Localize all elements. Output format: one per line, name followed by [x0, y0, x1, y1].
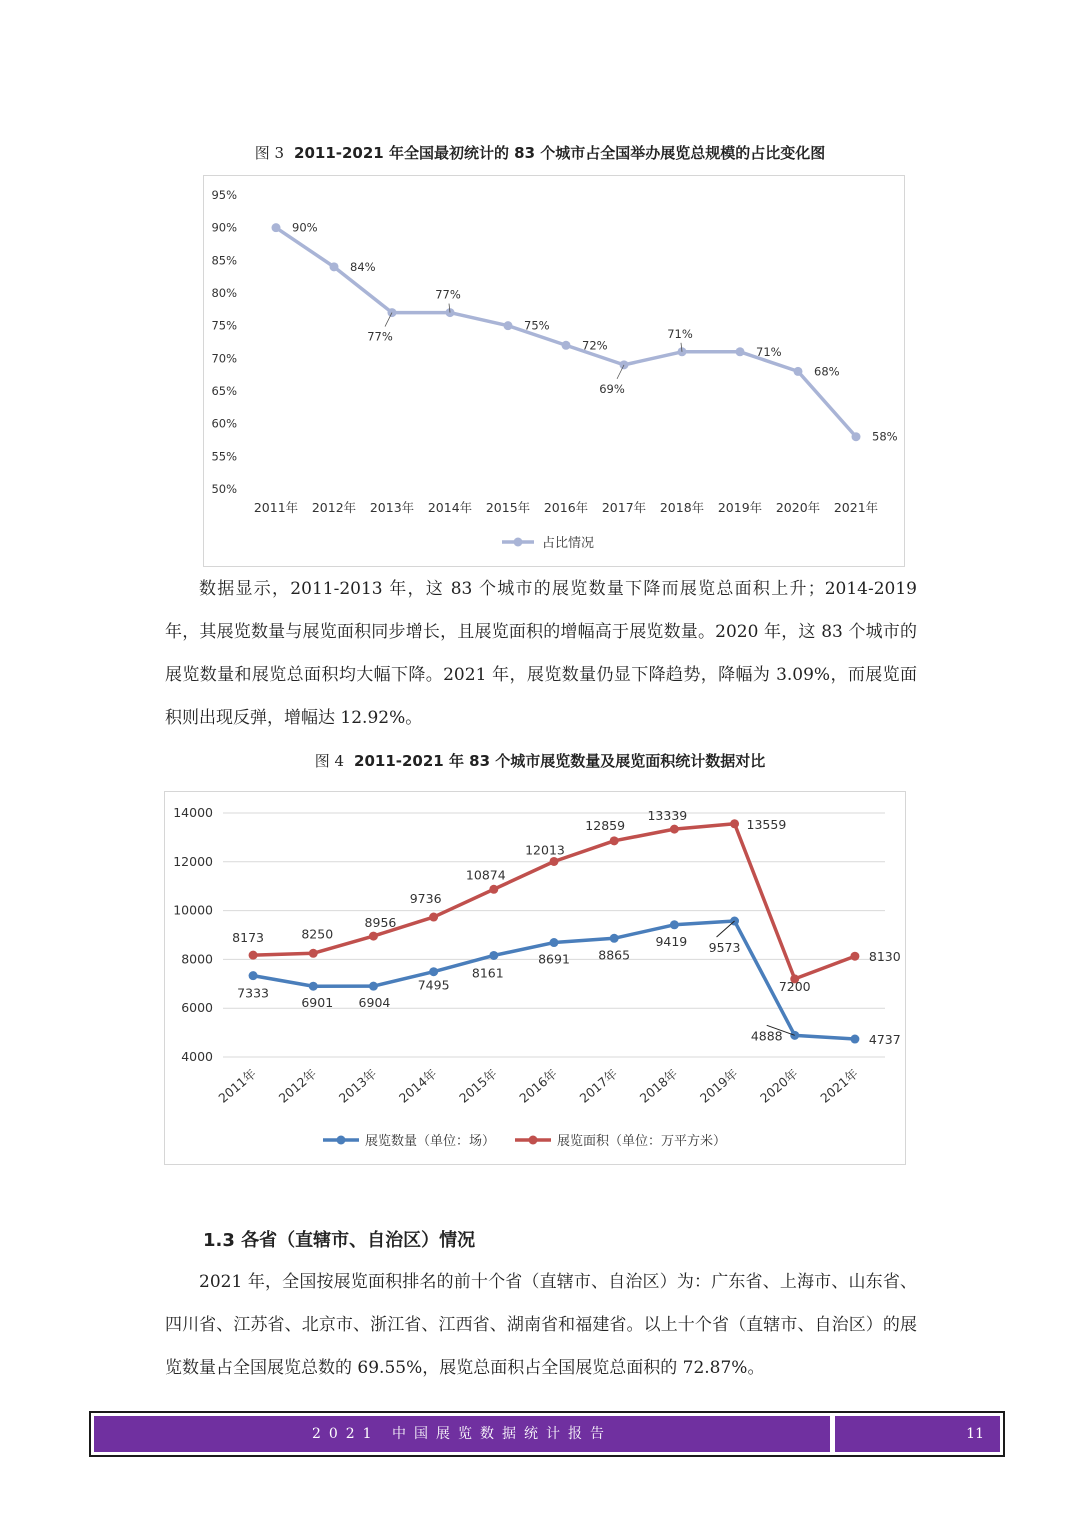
- data-label-count: 6904: [358, 995, 391, 1011]
- figure4-svg: [165, 792, 905, 1164]
- data-label-count: 7495: [417, 977, 450, 993]
- data-point-count: [429, 967, 438, 976]
- data-label: 90%: [292, 220, 318, 235]
- data-label: 69%: [599, 381, 625, 396]
- page-number: 11: [835, 1416, 1000, 1452]
- data-point: [504, 321, 513, 330]
- x-tick-label: 2011年: [215, 1065, 260, 1106]
- data-label-count: 8865: [598, 947, 631, 963]
- data-label: 77%: [367, 329, 393, 344]
- x-tick-label: 2012年: [275, 1065, 320, 1106]
- y-tick-label: 12000: [173, 853, 213, 869]
- legend-marker: [529, 1136, 538, 1145]
- data-point-count: [369, 982, 378, 991]
- x-tick-label: 2013年: [335, 1065, 380, 1106]
- legend-label: 占比情况: [542, 536, 595, 551]
- y-tick-label: 50%: [211, 482, 237, 496]
- data-label: 68%: [814, 364, 840, 379]
- data-label-count: 4737: [868, 1032, 901, 1048]
- y-tick-label: 10000: [173, 902, 213, 918]
- data-point: [562, 341, 571, 350]
- data-point-area: [550, 857, 559, 866]
- data-point-area: [249, 951, 258, 960]
- data-label-count: 4888: [750, 1028, 783, 1044]
- data-label-area: 10874: [465, 867, 506, 883]
- x-tick-label: 2019年: [717, 500, 763, 515]
- data-label-count: 7333: [237, 985, 269, 1001]
- x-tick-label: 2014年: [427, 500, 473, 515]
- data-point: [736, 347, 745, 356]
- data-label: 75%: [524, 318, 550, 333]
- y-tick-label: 90%: [211, 220, 237, 235]
- data-point-area: [850, 952, 859, 961]
- data-label-area: 7200: [778, 978, 811, 994]
- y-tick-label: 14000: [173, 805, 213, 820]
- data-point-area: [610, 836, 619, 845]
- y-tick-label: 75%: [211, 318, 237, 333]
- data-point-area: [670, 825, 679, 834]
- x-tick-label: 2018年: [636, 1065, 681, 1106]
- data-point-count: [249, 971, 258, 980]
- y-tick-label: 6000: [181, 1000, 213, 1016]
- y-tick-label: 95%: [211, 188, 237, 202]
- data-point-count: [309, 982, 318, 991]
- data-label-count: 6901: [301, 995, 334, 1011]
- data-point: [794, 367, 803, 376]
- section-paragraph: 2021 年，全国按展览面积排名的前十个省（直辖市、自治区）为：广东省、上海市、山东省、四川省、江苏省、北京市、浙江省、江西省、湖南省和福建省。以上十个省（直辖市、自治区）的展览数量占全国展览总数的 69.55%，展览总面积占全国展览总面积的 72.87%。: [165, 1272, 917, 1378]
- data-label: 71%: [756, 344, 782, 359]
- data-label-count: 8161: [471, 965, 504, 981]
- y-tick-label: 8000: [181, 951, 213, 967]
- data-point: [852, 432, 861, 441]
- data-label-area: 8250: [301, 926, 334, 942]
- x-tick-label: 2013年: [369, 500, 415, 515]
- x-tick-label: 2016年: [543, 500, 589, 515]
- data-label-area: 9736: [409, 891, 442, 907]
- x-tick-label: 2019年: [696, 1065, 741, 1106]
- data-point-count: [489, 951, 498, 960]
- figure3-svg: [204, 176, 904, 566]
- data-point-area: [309, 949, 318, 958]
- data-point-area: [730, 819, 739, 828]
- legend-label: 展览数量（单位：场）: [365, 1134, 496, 1149]
- x-tick-label: 2020年: [775, 500, 821, 515]
- data-label-count: 9573: [708, 940, 741, 956]
- x-tick-label: 2014年: [395, 1065, 440, 1106]
- y-tick-label: 60%: [211, 416, 237, 431]
- footer-title: 2021 中国展览数据统计报告: [94, 1416, 830, 1452]
- data-label: 84%: [350, 259, 376, 274]
- x-tick-label: 2017年: [601, 500, 647, 515]
- x-tick-label: 2012年: [311, 500, 357, 515]
- y-tick-label: 65%: [211, 384, 237, 398]
- data-label-area: 12859: [585, 817, 626, 833]
- x-tick-label: 2015年: [485, 500, 531, 515]
- section-heading: 1.3 各省（直辖市、自治区）情况: [203, 1230, 476, 1251]
- data-label-area: 13339: [647, 808, 688, 824]
- figure3-chart: [203, 175, 905, 567]
- body-paragraph-1: 数据显示，2011-2013 年，这 83 个城市的展览数量下降而展览总面积上升；2014-2019 年，其展览数量与展览面积同步增长，且展览面积的增幅高于展览数量。2020 年，这 83 个城市的展览数量和展览总面积均大幅下降。2021 年，展览数量仍显下降趋势，降幅为 3.09%，而展览面积则出现反弹，增幅达 12.92%。: [165, 579, 917, 728]
- legend-marker: [514, 538, 523, 547]
- data-point-area: [489, 885, 498, 894]
- y-tick-label: 70%: [211, 351, 237, 366]
- data-label-area: 13559: [746, 816, 787, 832]
- data-point-count: [610, 934, 619, 943]
- x-tick-label: 2011年: [253, 500, 299, 515]
- legend-label: 展览面积（单位：万平方米）: [557, 1134, 727, 1149]
- data-label: 58%: [872, 429, 898, 444]
- data-label-area: 8130: [868, 949, 901, 965]
- figure3-title: 2011-2021 年全国最初统计的 83 个城市占全国举办展览总规模的占比变化图: [294, 144, 826, 162]
- data-point-count: [670, 920, 679, 929]
- data-point-count: [850, 1035, 859, 1044]
- data-label-area: 8173: [232, 930, 264, 946]
- x-tick-label: 2018年: [659, 500, 705, 515]
- data-label: 71%: [667, 326, 693, 341]
- y-tick-label: 4000: [181, 1049, 213, 1064]
- data-point: [330, 262, 339, 271]
- x-tick-label: 2016年: [516, 1065, 560, 1106]
- data-label-count: 8691: [538, 951, 570, 967]
- data-label-area: 8956: [364, 915, 397, 931]
- figure3-caption: [0, 142, 1080, 163]
- data-label: 77%: [435, 287, 461, 302]
- y-tick-label: 80%: [211, 286, 237, 300]
- figure4-chart: [164, 791, 906, 1165]
- figure4-caption: [0, 750, 1080, 771]
- x-tick-label: 2021年: [817, 1065, 861, 1106]
- x-tick-label: 2020年: [757, 1065, 801, 1106]
- data-point-count: [550, 938, 559, 947]
- data-point: [272, 223, 281, 232]
- data-label-area: 12013: [525, 842, 565, 858]
- figure4-number: 图 4: [314, 752, 345, 770]
- data-point-area: [429, 913, 438, 922]
- data-label: 72%: [582, 338, 608, 353]
- x-tick-label: 2021年: [833, 500, 879, 515]
- x-tick-label: 2015年: [456, 1065, 500, 1106]
- data-label-count: 9419: [655, 933, 688, 949]
- y-tick-label: 55%: [211, 449, 237, 464]
- y-tick-label: 85%: [211, 253, 237, 268]
- figure3-number: 图 3: [254, 144, 285, 162]
- figure4-title: 2011-2021 年 83 个城市展览数量及展览面积统计数据对比: [354, 752, 766, 770]
- data-point-area: [369, 932, 378, 941]
- legend-marker: [337, 1136, 346, 1145]
- x-tick-label: 2017年: [576, 1065, 621, 1106]
